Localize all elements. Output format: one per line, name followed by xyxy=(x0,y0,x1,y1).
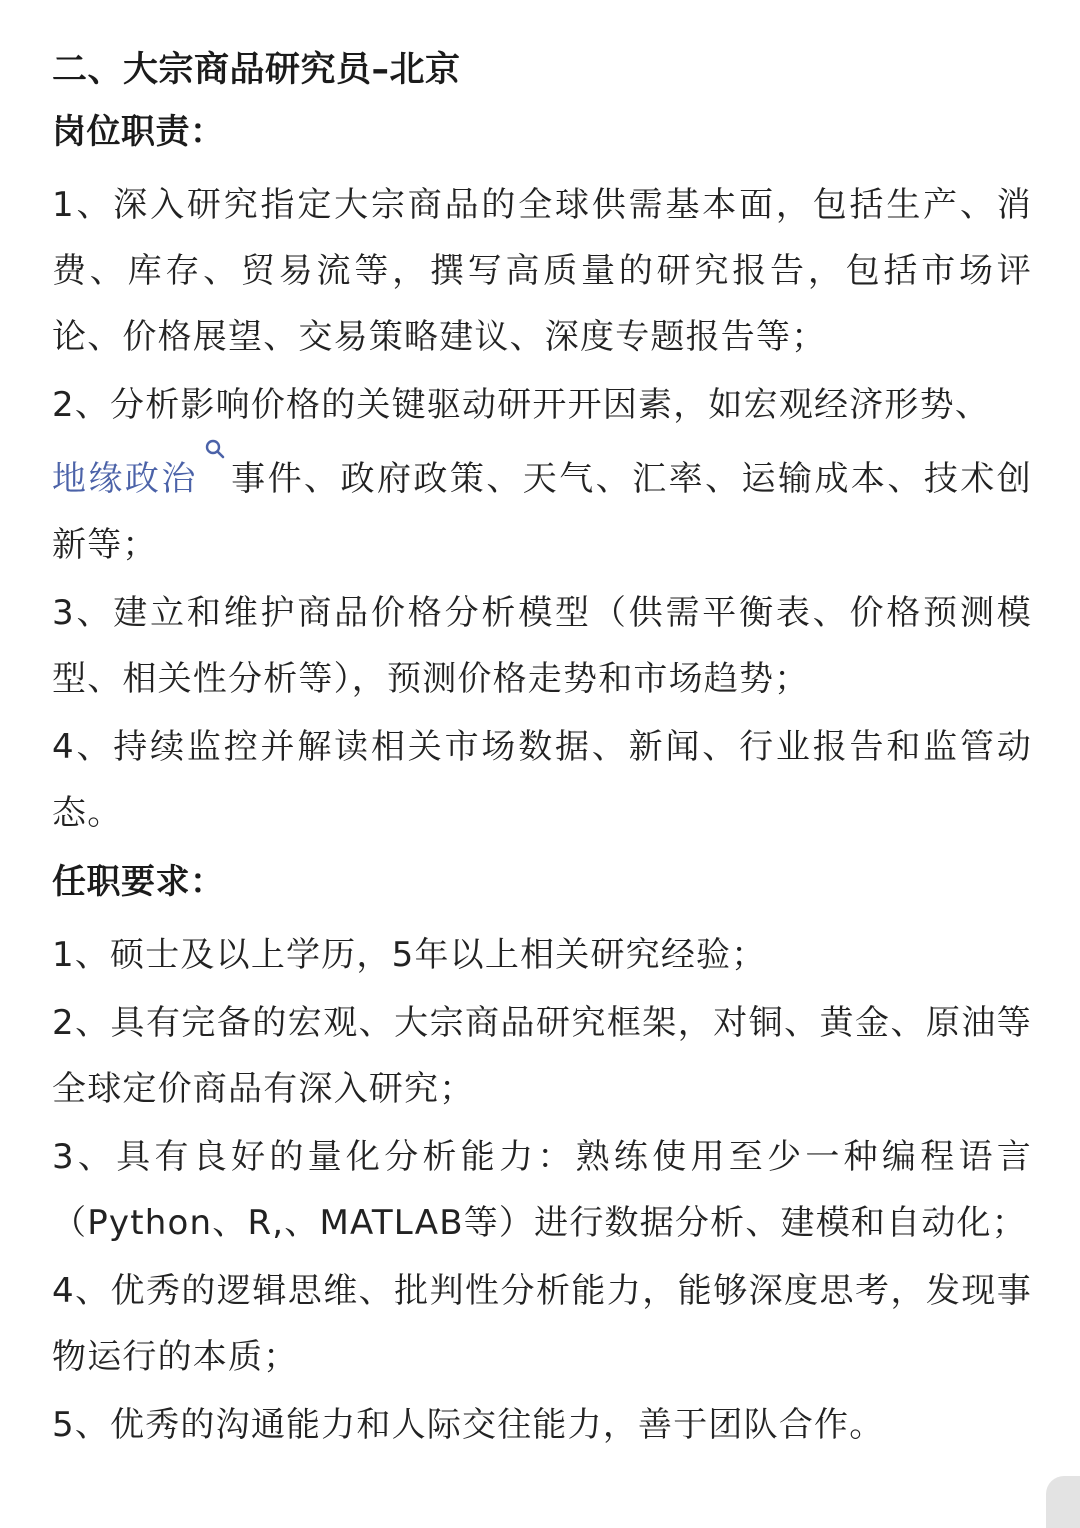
duties-section xyxy=(52,106,1032,846)
duty-item-2-after: 事件、政府政策、天气、汇率、运输成本、技术创新等； xyxy=(52,459,1032,565)
requirements-heading: 任职要求： xyxy=(52,862,225,902)
scroll-thumb[interactable] xyxy=(1046,1476,1080,1528)
requirement-item-4: 4、优秀的逻辑思维、批判性分析能力，能够深度思考，发现事物运行的本质； xyxy=(52,1271,1032,1377)
duties-heading: 岗位职责： xyxy=(52,112,225,152)
requirement-item-3: 3、具有良好的量化分析能力：熟练使用至少一种编程语言（Python、R,、MATLAB等）进行数据分析、建模和自动化； xyxy=(52,1137,1032,1243)
duty-item-2 xyxy=(52,372,1032,578)
job-title: 二、大宗商品研究员–北京 xyxy=(52,50,461,90)
search-icon[interactable] xyxy=(204,438,226,460)
requirements-section xyxy=(52,856,1032,1458)
requirement-item-1: 1、硕士及以上学历，5年以上相关研究经验； xyxy=(52,935,767,975)
duty-item-1: 1、深入研究指定大宗商品的全球供需基本面，包括生产、消费、库存、贸易流等，撰写高质量的研究报告，包括市场评论、价格展望、交易策略建议、深度专题报告等； xyxy=(52,185,1032,357)
geopolitics-link[interactable]: 地缘政治 xyxy=(52,459,198,499)
duty-item-3: 3、建立和维护商品价格分析模型（供需平衡表、价格预测模型、相关性分析等），预测价格走势和市场趋势； xyxy=(52,593,1032,699)
duty-item-2-before: 2、分析影响价格的关键驱动研开开因素，如宏观经济形势、 xyxy=(52,385,991,425)
requirement-item-5: 5、优秀的沟通能力和人际交往能力，善于团队合作。 xyxy=(52,1405,885,1445)
requirement-item-2: 2、具有完备的宏观、大宗商品研究框架，对铜、黄金、原油等全球定价商品有深入研究； xyxy=(52,1003,1032,1109)
duty-item-4: 4、持续监控并解读相关市场数据、新闻、行业报告和监管动态。 xyxy=(52,727,1032,833)
